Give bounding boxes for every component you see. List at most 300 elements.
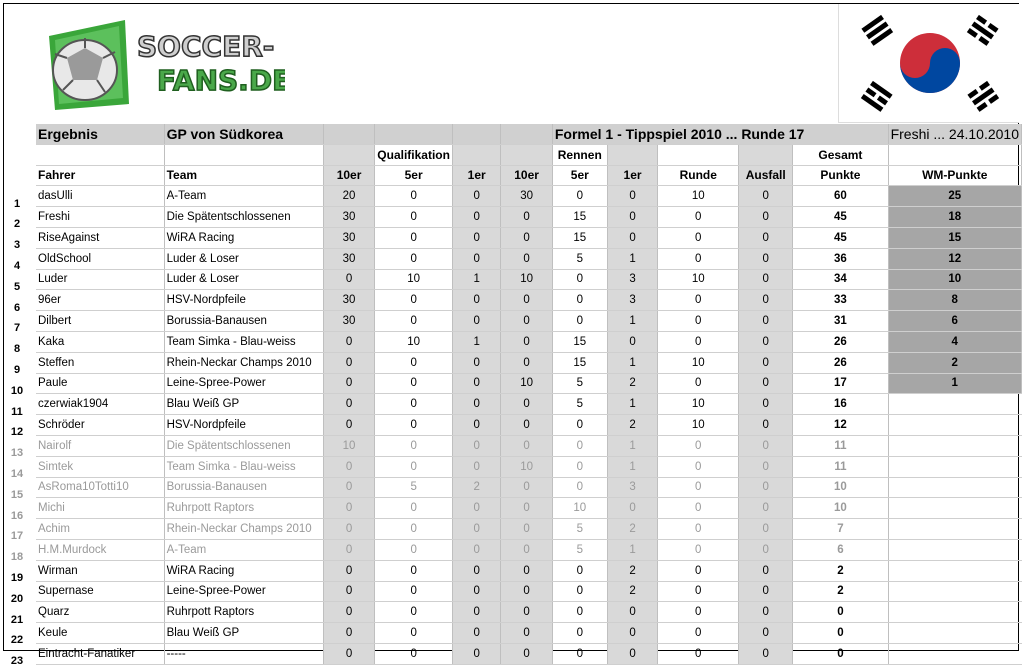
cell-q5: 0 — [375, 581, 453, 602]
cell-wm — [888, 456, 1021, 477]
cell-q10: 30 — [323, 290, 374, 311]
cell-team: Leine-Spree-Power — [164, 581, 323, 602]
cell-punkte: 11 — [793, 456, 888, 477]
group-header-row — [36, 144, 1022, 165]
cell-team: A-Team — [164, 186, 323, 207]
cell-punkte: 12 — [793, 415, 888, 436]
table-row — [36, 394, 1022, 415]
table-row — [36, 623, 1022, 644]
cell-team: Blau Weiß GP — [164, 394, 323, 415]
svg-text:FANS.DE: FANS.DE — [157, 64, 285, 97]
cell-r1: 1 — [607, 539, 658, 560]
cell-runde: 10 — [658, 394, 739, 415]
cell-runde: 0 — [658, 581, 739, 602]
cell-r10: 0 — [501, 477, 552, 498]
row-number: 13 — [10, 447, 24, 460]
cell-r1: 0 — [607, 186, 658, 207]
cell-q5: 0 — [375, 227, 453, 248]
cell-ausfall: 0 — [739, 415, 793, 436]
cell-fahrer: Freshi — [36, 207, 164, 228]
cell-q1: 0 — [452, 498, 500, 519]
cell-q10: 0 — [323, 581, 374, 602]
cell-wm — [888, 560, 1021, 581]
cell-q10: 0 — [323, 477, 374, 498]
cell-r5: 5 — [552, 394, 607, 415]
cell-r1: 0 — [607, 643, 658, 664]
cell-wm: 1 — [888, 373, 1021, 394]
cell-fahrer: Michi — [36, 498, 164, 519]
cell-runde: 0 — [658, 373, 739, 394]
cell-punkte: 34 — [793, 269, 888, 290]
cell-q1: 0 — [452, 643, 500, 664]
cell-punkte: 10 — [793, 477, 888, 498]
cell-q5: 10 — [375, 269, 453, 290]
row-number: 23 — [10, 655, 24, 667]
table-row — [36, 290, 1022, 311]
table-row — [36, 207, 1022, 228]
cell-wm: 15 — [888, 227, 1021, 248]
cell-r10: 0 — [501, 623, 552, 644]
cell-r10: 0 — [501, 331, 552, 352]
cell-team: Borussia-Banausen — [164, 477, 323, 498]
row-number: 18 — [10, 551, 24, 564]
row-number: 16 — [10, 509, 24, 522]
results-table — [36, 124, 1022, 665]
table-row — [36, 352, 1022, 373]
row-number: 8 — [13, 343, 21, 356]
table-row — [36, 435, 1022, 456]
cell-team: Ruhrpott Raptors — [164, 498, 323, 519]
cell-fahrer: Steffen — [36, 352, 164, 373]
cell-punkte: 36 — [793, 248, 888, 269]
row-number: 15 — [10, 488, 24, 501]
cell-r1: 2 — [607, 581, 658, 602]
table-row — [36, 311, 1022, 332]
table-row — [36, 227, 1022, 248]
table-row — [36, 186, 1022, 207]
table-row — [36, 498, 1022, 519]
cell-ausfall: 0 — [739, 539, 793, 560]
cell-punkte: 60 — [793, 186, 888, 207]
cell-r5: 0 — [552, 602, 607, 623]
table-row — [36, 415, 1022, 436]
cell-punkte: 26 — [793, 331, 888, 352]
cell-q1: 0 — [452, 352, 500, 373]
cell-runde: 0 — [658, 248, 739, 269]
cell-fahrer: Eintracht-Fanatiker — [36, 643, 164, 664]
cell-q10: 0 — [323, 623, 374, 644]
cell-r10: 0 — [501, 519, 552, 540]
gp-name: GP von Südkorea — [164, 124, 323, 144]
cell-q10: 0 — [323, 373, 374, 394]
cell-ausfall: 0 — [739, 498, 793, 519]
cell-q1: 1 — [452, 269, 500, 290]
cell-q1: 2 — [452, 477, 500, 498]
cell-team: Rhein-Neckar Champs 2010 — [164, 519, 323, 540]
cell-ausfall: 0 — [739, 227, 793, 248]
cell-punkte: 2 — [793, 581, 888, 602]
cell-wm — [888, 602, 1021, 623]
cell-punkte: 17 — [793, 373, 888, 394]
table-row — [36, 477, 1022, 498]
cell-q5: 0 — [375, 415, 453, 436]
row-number: 10 — [10, 384, 24, 397]
cell-q5: 0 — [375, 456, 453, 477]
cell-wm — [888, 394, 1021, 415]
cell-r10: 0 — [501, 643, 552, 664]
cell-r5: 5 — [552, 373, 607, 394]
cell-runde: 0 — [658, 207, 739, 228]
ausfall-header: Ausfall — [739, 165, 793, 186]
cell-fahrer: Simtek — [36, 456, 164, 477]
row-number: 6 — [13, 301, 21, 314]
cell-punkte: 31 — [793, 311, 888, 332]
cell-wm — [888, 539, 1021, 560]
q1-header: 1er — [452, 165, 500, 186]
cell-punkte: 10 — [793, 498, 888, 519]
cell-punkte: 45 — [793, 227, 888, 248]
cell-q5: 0 — [375, 290, 453, 311]
cell-team: Luder & Loser — [164, 248, 323, 269]
cell-q5: 5 — [375, 477, 453, 498]
gesamt-group-header: Gesamt — [793, 144, 888, 165]
cell-runde: 0 — [658, 602, 739, 623]
row-number: 2 — [13, 218, 21, 231]
row-number: 19 — [10, 572, 24, 584]
cell-fahrer: H.M.Murdock — [36, 539, 164, 560]
cell-r1: 2 — [607, 415, 658, 436]
cell-ausfall: 0 — [739, 311, 793, 332]
cell-team: Rhein-Neckar Champs 2010 — [164, 352, 323, 373]
cell-wm: 6 — [888, 311, 1021, 332]
cell-r1: 2 — [607, 373, 658, 394]
cell-r1: 1 — [607, 311, 658, 332]
cell-r10: 0 — [501, 560, 552, 581]
row-number: 12 — [10, 426, 24, 439]
cell-r1: 2 — [607, 519, 658, 540]
cell-r10: 10 — [501, 373, 552, 394]
cell-ausfall: 0 — [739, 207, 793, 228]
cell-r10: 0 — [501, 581, 552, 602]
cell-team: Die Spätentschlossenen — [164, 207, 323, 228]
column-header-row — [36, 165, 1022, 186]
cell-runde: 0 — [658, 623, 739, 644]
rennen-group-header: Rennen — [552, 144, 607, 165]
r5-header: 5er — [552, 165, 607, 186]
cell-team: HSV-Nordpfeile — [164, 415, 323, 436]
cell-team: ----- — [164, 643, 323, 664]
cell-r10: 0 — [501, 207, 552, 228]
r1-header: 1er — [607, 165, 658, 186]
cell-q10: 0 — [323, 331, 374, 352]
cell-wm: 8 — [888, 290, 1021, 311]
cell-q1: 0 — [452, 290, 500, 311]
cell-r1: 0 — [607, 227, 658, 248]
cell-q1: 0 — [452, 186, 500, 207]
cell-runde: 10 — [658, 269, 739, 290]
cell-r1: 3 — [607, 290, 658, 311]
cell-ausfall: 0 — [739, 477, 793, 498]
cell-punkte: 2 — [793, 560, 888, 581]
cell-ausfall: 0 — [739, 435, 793, 456]
cell-punkte: 16 — [793, 394, 888, 415]
cell-q10: 0 — [323, 456, 374, 477]
cell-r1: 1 — [607, 352, 658, 373]
table-row — [36, 456, 1022, 477]
cell-r5: 0 — [552, 581, 607, 602]
cell-ausfall: 0 — [739, 290, 793, 311]
cell-runde: 0 — [658, 560, 739, 581]
cell-ausfall: 0 — [739, 352, 793, 373]
cell-r10: 0 — [501, 290, 552, 311]
cell-punkte: 0 — [793, 643, 888, 664]
cell-q1: 0 — [452, 415, 500, 436]
wm-punkte-header: WM-Punkte — [888, 165, 1021, 186]
cell-r10: 0 — [501, 415, 552, 436]
cell-wm — [888, 519, 1021, 540]
cell-q10: 0 — [323, 498, 374, 519]
cell-r5: 5 — [552, 519, 607, 540]
cell-runde: 0 — [658, 331, 739, 352]
row-number: 20 — [10, 592, 24, 605]
table-row — [36, 519, 1022, 540]
cell-q5: 0 — [375, 311, 453, 332]
cell-punkte: 7 — [793, 519, 888, 540]
cell-runde: 10 — [658, 186, 739, 207]
cell-r1: 0 — [607, 331, 658, 352]
cell-fahrer: Wirman — [36, 560, 164, 581]
q5-header: 5er — [375, 165, 453, 186]
cell-ausfall: 0 — [739, 602, 793, 623]
cell-punkte: 0 — [793, 623, 888, 644]
cell-runde: 0 — [658, 435, 739, 456]
cell-ausfall: 0 — [739, 394, 793, 415]
cell-q5: 0 — [375, 373, 453, 394]
cell-wm — [888, 643, 1021, 664]
table-row — [36, 539, 1022, 560]
cell-r5: 5 — [552, 539, 607, 560]
cell-r5: 0 — [552, 560, 607, 581]
cell-r5: 0 — [552, 311, 607, 332]
cell-wm — [888, 435, 1021, 456]
cell-fahrer: AsRoma10Totti10 — [36, 477, 164, 498]
cell-r1: 3 — [607, 269, 658, 290]
row-number: 22 — [10, 634, 24, 647]
cell-r1: 1 — [607, 248, 658, 269]
cell-r1: 0 — [607, 498, 658, 519]
cell-runde: 0 — [658, 456, 739, 477]
cell-q5: 0 — [375, 207, 453, 228]
cell-wm — [888, 498, 1021, 519]
cell-q10: 0 — [323, 539, 374, 560]
cell-r10: 0 — [501, 394, 552, 415]
cell-wm — [888, 623, 1021, 644]
q10-header: 10er — [323, 165, 374, 186]
cell-q1: 0 — [452, 227, 500, 248]
quali-group-header: Qualifikation — [375, 144, 453, 165]
cell-r1: 2 — [607, 560, 658, 581]
cell-r5: 0 — [552, 415, 607, 436]
cell-runde: 10 — [658, 352, 739, 373]
cell-q5: 0 — [375, 560, 453, 581]
cell-q5: 0 — [375, 643, 453, 664]
cell-r10: 0 — [501, 352, 552, 373]
cell-q1: 0 — [452, 560, 500, 581]
cell-q1: 1 — [452, 331, 500, 352]
table-row — [36, 248, 1022, 269]
cell-r10: 10 — [501, 456, 552, 477]
cell-q10: 0 — [323, 602, 374, 623]
cell-fahrer: 96er — [36, 290, 164, 311]
cell-team: A-Team — [164, 539, 323, 560]
cell-ausfall: 0 — [739, 623, 793, 644]
cell-fahrer: Keule — [36, 623, 164, 644]
cell-r5: 0 — [552, 477, 607, 498]
cell-r1: 1 — [607, 456, 658, 477]
cell-q10: 30 — [323, 248, 374, 269]
cell-r10: 0 — [501, 248, 552, 269]
cell-q5: 10 — [375, 331, 453, 352]
cell-ausfall: 0 — [739, 581, 793, 602]
cell-punkte: 45 — [793, 207, 888, 228]
cell-team: Die Spätentschlossenen — [164, 435, 323, 456]
cell-fahrer: Dilbert — [36, 311, 164, 332]
cell-ausfall: 0 — [739, 269, 793, 290]
cell-team: WiRA Racing — [164, 560, 323, 581]
cell-team: Blau Weiß GP — [164, 623, 323, 644]
cell-q5: 0 — [375, 248, 453, 269]
punkte-header: Punkte — [793, 165, 888, 186]
cell-r5: 0 — [552, 435, 607, 456]
cell-punkte: 11 — [793, 435, 888, 456]
cell-wm: 2 — [888, 352, 1021, 373]
cell-q1: 0 — [452, 311, 500, 332]
r10-header: 10er — [501, 165, 552, 186]
cell-fahrer: Quarz — [36, 602, 164, 623]
cell-r5: 0 — [552, 290, 607, 311]
cell-q5: 0 — [375, 352, 453, 373]
cell-q10: 0 — [323, 560, 374, 581]
cell-q1: 0 — [452, 539, 500, 560]
table-row — [36, 602, 1022, 623]
cell-r5: 0 — [552, 623, 607, 644]
row-number: 9 — [13, 364, 21, 376]
cell-r10: 0 — [501, 435, 552, 456]
cell-team: Luder & Loser — [164, 269, 323, 290]
cell-ausfall: 0 — [739, 456, 793, 477]
cell-r5: 15 — [552, 227, 607, 248]
cell-r1: 0 — [607, 623, 658, 644]
cell-q1: 0 — [452, 373, 500, 394]
cell-q10: 30 — [323, 207, 374, 228]
cell-fahrer: Supernase — [36, 581, 164, 602]
row-number: 21 — [10, 613, 24, 626]
cell-q5: 0 — [375, 186, 453, 207]
cell-runde: 0 — [658, 290, 739, 311]
title-row — [36, 124, 1022, 144]
cell-ausfall: 0 — [739, 519, 793, 540]
cell-r10: 0 — [501, 539, 552, 560]
cell-fahrer: Luder — [36, 269, 164, 290]
cell-q1: 0 — [452, 394, 500, 415]
cell-ausfall: 0 — [739, 248, 793, 269]
cell-team: WiRA Racing — [164, 227, 323, 248]
cell-wm: 18 — [888, 207, 1021, 228]
table-row — [36, 560, 1022, 581]
cell-team: HSV-Nordpfeile — [164, 290, 323, 311]
cell-fahrer: Nairolf — [36, 435, 164, 456]
table-row — [36, 331, 1022, 352]
cell-r5: 15 — [552, 207, 607, 228]
cell-ausfall: 0 — [739, 373, 793, 394]
cell-q10: 20 — [323, 186, 374, 207]
soccer-fans-logo — [45, 18, 285, 114]
cell-wm — [888, 477, 1021, 498]
cell-team: Team Simka - Blau-weiss — [164, 331, 323, 352]
cell-wm: 4 — [888, 331, 1021, 352]
cell-fahrer: Achim — [36, 519, 164, 540]
cell-wm — [888, 415, 1021, 436]
cell-fahrer: czerwiak1904 — [36, 394, 164, 415]
cell-q10: 30 — [323, 227, 374, 248]
cell-r10: 0 — [501, 602, 552, 623]
cell-r5: 5 — [552, 248, 607, 269]
cell-r10: 10 — [501, 269, 552, 290]
cell-runde: 0 — [658, 519, 739, 540]
cell-fahrer: Schröder — [36, 415, 164, 436]
cell-r10: 30 — [501, 186, 552, 207]
cell-r5: 0 — [552, 186, 607, 207]
cell-punkte: 26 — [793, 352, 888, 373]
cell-q1: 0 — [452, 581, 500, 602]
table-row — [36, 269, 1022, 290]
cell-q5: 0 — [375, 519, 453, 540]
cell-runde: 0 — [658, 643, 739, 664]
row-number: 11 — [11, 405, 23, 418]
cell-q5: 0 — [375, 435, 453, 456]
row-number: 1 — [13, 197, 21, 210]
series-title: Formel 1 - Tippspiel 2010 ... Runde 17 — [552, 124, 888, 144]
cell-q5: 0 — [375, 539, 453, 560]
cell-r1: 3 — [607, 477, 658, 498]
cell-team: Team Simka - Blau-weiss — [164, 456, 323, 477]
cell-q10: 0 — [323, 394, 374, 415]
cell-r10: 0 — [501, 227, 552, 248]
cell-r5: 10 — [552, 498, 607, 519]
cell-runde: 0 — [658, 498, 739, 519]
cell-q10: 0 — [323, 352, 374, 373]
team-header: Team — [164, 165, 323, 186]
cell-q1: 0 — [452, 602, 500, 623]
cell-punkte: 6 — [793, 539, 888, 560]
cell-fahrer: Paule — [36, 373, 164, 394]
cell-r1: 0 — [607, 602, 658, 623]
cell-runde: 0 — [658, 311, 739, 332]
cell-q1: 0 — [452, 435, 500, 456]
cell-q5: 0 — [375, 602, 453, 623]
table-row — [36, 373, 1022, 394]
cell-q10: 30 — [323, 311, 374, 332]
fahrer-header: Fahrer — [36, 165, 164, 186]
ergebnis-label: Ergebnis — [36, 124, 164, 144]
cell-q1: 0 — [452, 623, 500, 644]
cell-q10: 10 — [323, 435, 374, 456]
cell-wm — [888, 581, 1021, 602]
cell-fahrer: dasUlli — [36, 186, 164, 207]
cell-r1: 0 — [607, 207, 658, 228]
table-row — [36, 581, 1022, 602]
cell-runde: 0 — [658, 477, 739, 498]
